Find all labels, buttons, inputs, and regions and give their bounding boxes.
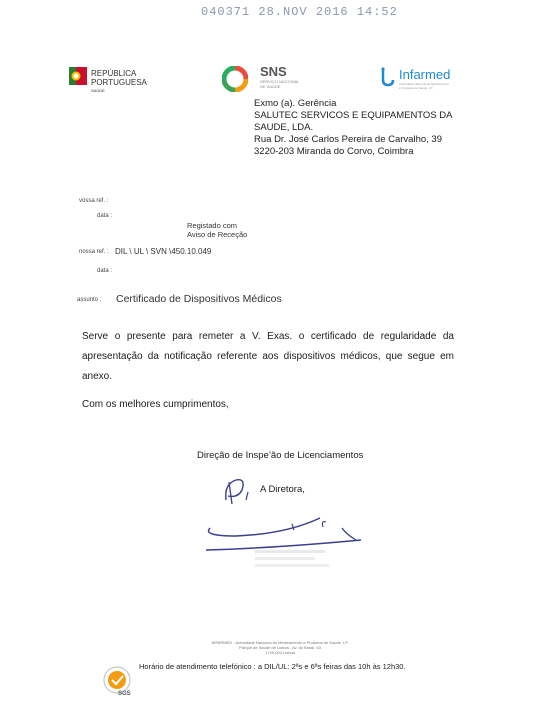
vossa-ref-label: vossa ref. : bbox=[79, 198, 109, 204]
footer-address bbox=[130, 640, 430, 655]
body-line2: apresentação da notificação referente aos dispositivos médicos, que segue em bbox=[82, 351, 454, 362]
sns-title: SNS bbox=[260, 64, 287, 79]
subject-label: assunto : bbox=[77, 297, 102, 303]
republica-line3: SAÚDE bbox=[91, 88, 105, 93]
sns-sub1: SERVIÇO NACIONAL bbox=[260, 79, 300, 84]
subject-value: Certificado de Dispositivos Médicos bbox=[116, 293, 282, 305]
sns-ring-icon bbox=[222, 66, 248, 92]
data-label: data : bbox=[97, 213, 113, 219]
registado-line2: Aviso de Receção bbox=[187, 230, 248, 239]
body-line1: Serve o presente para remeter a V. Exas. o certificado de regularidade da bbox=[82, 331, 454, 342]
letter-body bbox=[82, 327, 454, 387]
republica-emblem-icon bbox=[69, 67, 87, 85]
sgs-label: SGS bbox=[118, 691, 131, 697]
footer-line1: INFARMED - Autoridade Nacional do Medicamento e Produtos de Saúde, I.P. bbox=[211, 640, 349, 645]
faint-seal-stamp bbox=[255, 548, 335, 576]
infarmed-drop-icon bbox=[377, 67, 395, 87]
infarmed-sub1: Autoridade Nacional do Medicamento bbox=[399, 82, 450, 86]
recipient-address bbox=[254, 98, 453, 158]
department-name: Direção de Inspe’ão de Licenciamentos bbox=[197, 450, 364, 461]
closing-text: Com os melhores cumprimentos, bbox=[82, 399, 229, 410]
recipient-line3: SAUDE, LDA. bbox=[254, 122, 314, 133]
republica-line1: REPÚBLICA bbox=[91, 69, 137, 78]
sgs-certification-badge bbox=[100, 665, 134, 699]
footer-line2: Parque de Saúde de Lisboa - Av. do Brasil, 53 bbox=[239, 645, 321, 650]
registado-note bbox=[187, 221, 247, 239]
sns-sub2: DE SAÚDE bbox=[260, 84, 281, 89]
nossa-ref-label: nossa ref. : bbox=[79, 249, 109, 255]
received-stamp: 040371 28.NOV 2016 14:52 bbox=[201, 5, 398, 19]
footer-line3: 1749-004 Lisboa bbox=[265, 650, 295, 655]
registado-line1: Registado com bbox=[187, 221, 238, 230]
data2-label: data : bbox=[97, 268, 113, 274]
phone-hours: Horário de atendimento telefónico : a DIL/UL: 2ªs e 6ªs feiras das 10h às 12h30. bbox=[139, 662, 406, 671]
infarmed-sub2: e Produtos de Saúde, I.P. bbox=[399, 86, 433, 90]
recipient-line4: Rua Dr. José Carlos Pereira de Carvalho, 39 bbox=[254, 134, 442, 145]
recipient-line2: SALUTEC SERVICOS E EQUIPAMENTOS DA bbox=[254, 110, 453, 121]
republica-line2: PORTUGUESA bbox=[91, 78, 147, 87]
infarmed-title: Infarmed bbox=[399, 67, 451, 82]
handwritten-signature bbox=[196, 470, 376, 560]
recipient-line5: 3220-203 Miranda do Corvo, Coimbra bbox=[254, 146, 414, 157]
nossa-ref-value: DIL \ UL \ SVN \450.10.049 bbox=[115, 247, 212, 256]
body-line3: anexo. bbox=[82, 371, 113, 382]
recipient-line1: Exmo (a). Gerência bbox=[254, 98, 337, 109]
signatory-role: A Diretora, bbox=[260, 484, 305, 495]
